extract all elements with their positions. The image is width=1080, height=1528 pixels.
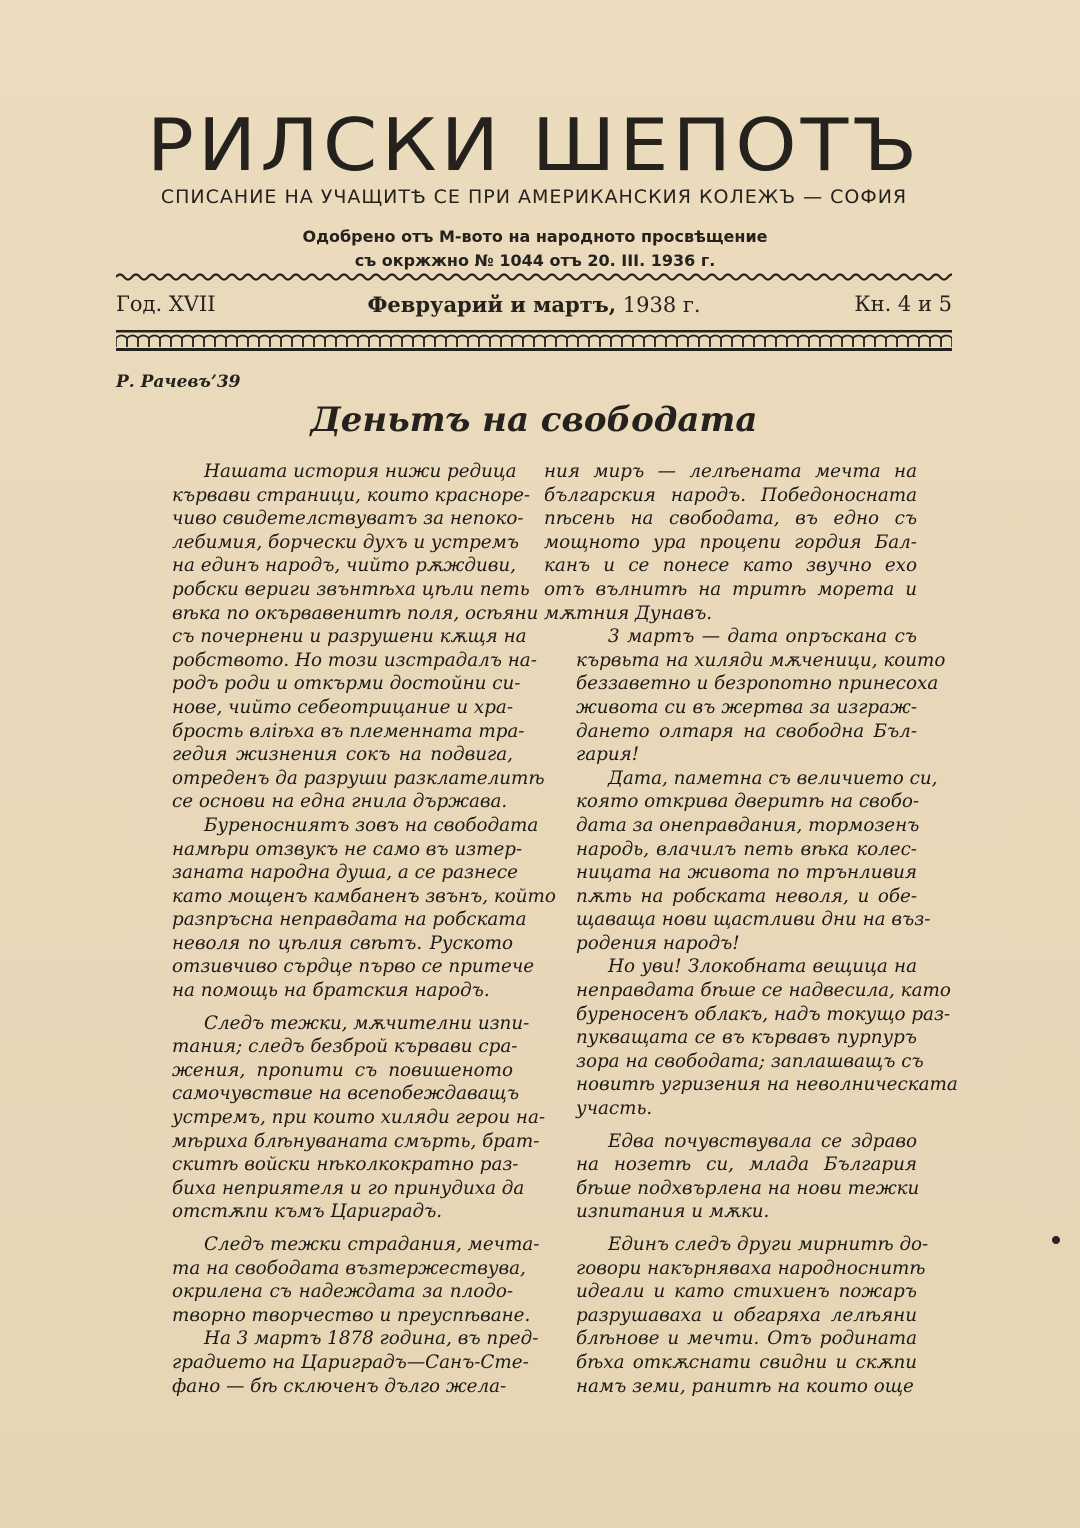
article-paragraph (140, 1233, 540, 1327)
text-line: отъ вълнитѣ на тритѣ морета и (544, 578, 917, 600)
text-line: отстѫпи къмъ Цариградъ. (172, 1201, 443, 1223)
frieze-arch (446, 336, 457, 348)
text-line: кървави страници, които красноре- (172, 484, 531, 506)
text-line: изпитания и мѫки. (576, 1201, 770, 1223)
text-line: намѣри отзвукъ не само въ изтер- (172, 838, 523, 860)
text-line: ницата на живота по трънливия (576, 862, 917, 884)
ink-dot-mark (1052, 1236, 1060, 1244)
text-line: мощното ура процепи гордия Бал- (544, 531, 917, 553)
text-line: се основи на една гнила държава. (172, 791, 508, 813)
text-line: робството. Но този изстрадалъ на- (172, 649, 537, 671)
frieze-arch (138, 336, 149, 348)
frieze-arch (677, 336, 688, 348)
frieze-arch (193, 336, 204, 348)
frieze-arch (314, 336, 325, 348)
text-line: биха неприятеля и го принудиха да (172, 1177, 525, 1199)
frieze-arch (435, 336, 446, 348)
frieze-arch (270, 336, 281, 348)
approval-notice (200, 225, 870, 273)
article-author: Р. Рачевъ’39 (116, 372, 241, 392)
text-line: Но уви! Злокобната вещица на (608, 956, 917, 978)
frieze-arch (292, 336, 303, 348)
text-line: Единъ следъ други мирнитѣ до- (608, 1234, 929, 1255)
text-line: жения, пропити съ повишеното (172, 1059, 513, 1081)
text-line: лебимия, борчески духъ и устремъ (172, 531, 519, 553)
masthead-title: РИЛСКИ ШЕПОТЪ (146, 104, 922, 188)
text-line: скитѣ войски нѣколкократно раз- (172, 1154, 519, 1176)
article-paragraph (544, 1233, 929, 1398)
frieze-arch (182, 336, 193, 348)
text-line: народь, влачилъ петь вѣка колес- (576, 838, 917, 860)
text-line: нове, чийто себеотрицание и хра- (172, 696, 513, 718)
text-line: идеали и като стихиенъ пожаръ (576, 1281, 917, 1303)
text-line: пукващата се въ кървавъ пурпуръ (576, 1027, 917, 1049)
article-paragraph (140, 1327, 539, 1398)
text-line: канъ и се понесе като звучно ехо (544, 555, 917, 577)
text-line: градието на Цариградъ—Санъ-Сте- (172, 1351, 529, 1373)
frieze-arch (886, 336, 897, 348)
frieze-arch (237, 336, 248, 348)
frieze-arch (149, 336, 160, 348)
frieze-arch (336, 336, 347, 348)
text-line: творно творчество и преуспѣване. (172, 1304, 531, 1326)
issue-date (116, 292, 952, 317)
text-line: новитѣ угризения на неволническата (576, 1074, 958, 1096)
frieze-arch (688, 336, 699, 348)
frieze-arch (611, 336, 622, 348)
text-line: фано — бѣ сключенъ дълго жела- (172, 1375, 507, 1397)
issue-book-number: Кн. 4 и 5 (854, 292, 952, 316)
frieze-arch (171, 336, 182, 348)
article-column-left (140, 460, 556, 1398)
frieze-arch (699, 336, 710, 348)
frieze-arch (754, 336, 765, 348)
frieze-arch (776, 336, 787, 348)
text-line: родъ роди и откърми достойни си- (172, 673, 521, 695)
frieze-arch (545, 336, 556, 348)
text-line: като мощенъ камбаненъ звънъ, който (172, 885, 556, 907)
text-line: Буреносниятъ зовъ на свободата (204, 814, 539, 836)
text-line: дането олтаря на свободна Бъл- (576, 720, 917, 742)
frieze-arch (303, 336, 314, 348)
frieze-arch (743, 336, 754, 348)
frieze-arch (864, 336, 875, 348)
text-line: отреденъ да разруши разклателитѣ (172, 767, 545, 789)
frieze-arch (479, 336, 490, 348)
text-line: заната народна душа, а се разнесе (172, 862, 518, 884)
frieze-arch (380, 336, 391, 348)
issue-date-months: Февруарий и мартъ, (367, 292, 617, 317)
frieze-arch (160, 336, 171, 348)
issue-info-row (116, 292, 952, 326)
frieze-arch (655, 336, 666, 348)
frieze-arch (622, 336, 633, 348)
article-paragraph (544, 625, 946, 767)
text-line: бѣха откѫснати свидни и скѫпи (576, 1351, 917, 1373)
frieze-arch (325, 336, 336, 348)
text-line: която открива дверитѣ на свобо- (576, 791, 920, 813)
frieze-arch (226, 336, 237, 348)
text-line: тания; следъ безброй кървави сра- (172, 1036, 518, 1058)
frieze-arch (831, 336, 842, 348)
text-line: мѫтния Дунавъ. (544, 602, 713, 624)
frieze-arch (644, 336, 655, 348)
text-line: окрилена съ надеждата за плодо- (172, 1281, 513, 1303)
frieze-arch (787, 336, 798, 348)
frieze-arch (556, 336, 567, 348)
text-line: гария! (576, 744, 640, 766)
issue-year: Год. XVII (116, 292, 216, 316)
text-line: щаваща нови щастливи дни на въз- (576, 909, 931, 931)
frieze-arch (534, 336, 545, 348)
frieze-arch (281, 336, 292, 348)
text-line: живота си въ жертва за изграж- (576, 696, 917, 718)
frieze-arch (391, 336, 402, 348)
frieze-arch (578, 336, 589, 348)
text-line: брость вліѣха въ племенната тра- (172, 720, 525, 742)
frieze-arch (941, 336, 952, 348)
frieze-arch (600, 336, 611, 348)
article-title: Деньтъ на свободата (310, 400, 758, 440)
frieze-arch (919, 336, 930, 348)
text-line: Нашата история нижи редица (204, 461, 517, 482)
text-line: бѣше подхвърлена на нови тежки (576, 1177, 920, 1199)
text-line: Дата, паметна съ величието си, (608, 767, 938, 789)
frieze-arch (116, 336, 127, 348)
text-line: мѣриха блѣнуваната смърть, брат- (172, 1130, 540, 1152)
article-paragraph (140, 460, 545, 814)
article-column-right (544, 460, 958, 1398)
frieze-arch (633, 336, 644, 348)
text-line: кървьта на хиляди мѫченици, които (576, 649, 946, 671)
text-line: та на свободата възтержествува, (172, 1257, 526, 1279)
frieze-arch (798, 336, 809, 348)
frieze-arch (732, 336, 743, 348)
frieze-arch (501, 336, 512, 348)
frieze-arch (127, 336, 138, 348)
article-paragraph (544, 767, 938, 956)
text-line: говори накърнявaxa народноснитѣ (576, 1257, 926, 1279)
frieze-arch (215, 336, 226, 348)
text-line: беззаветно и безропотно принесоха (576, 673, 939, 695)
frieze-arch (567, 336, 578, 348)
text-line: намъ земи, ранитѣ на които още (576, 1375, 914, 1397)
text-line: 3 мартъ — дата опръскана съ (608, 626, 917, 648)
frieze-arch (369, 336, 380, 348)
article-paragraph (140, 1012, 546, 1224)
text-line: неправдата бѣше се надвесила, като (576, 980, 951, 1002)
text-line: буреносенъ облакъ, надъ токущо раз- (576, 1003, 951, 1025)
text-line: неволя по цѣлия свѣтъ. Руското (172, 932, 513, 954)
frieze-arch (897, 336, 908, 348)
text-line: участь. (576, 1098, 653, 1120)
text-line: разрушаваха и обгаряха лелѣяни (576, 1304, 917, 1326)
text-line: българския народъ. Победоносната (544, 484, 917, 506)
frieze-arch (908, 336, 919, 348)
frieze-arch (402, 336, 413, 348)
frieze-arch (523, 336, 534, 348)
frieze-arch (413, 336, 424, 348)
text-line: Следъ тежки страдания, мечта- (204, 1234, 540, 1255)
text-line: ния миръ — лелѣената мечта на (544, 461, 917, 482)
frieze-arch (204, 336, 215, 348)
frieze-arch (842, 336, 853, 348)
frieze-arch (820, 336, 831, 348)
article-paragraph (544, 1130, 920, 1224)
frieze-arch (347, 336, 358, 348)
masthead-subtitle: СПИСАНИЕ НА УЧАЩИТѢ СЕ ПРИ АМЕРИКАНСКИЯ КОЛЕЖЪ — СОФИЯ (160, 186, 908, 208)
frieze-arch (589, 336, 600, 348)
text-line: пѣсень на свободата, въ едно съ (544, 508, 917, 530)
text-line: Следъ тежки, мѫчителни изпи- (204, 1012, 530, 1034)
frieze-arch (490, 336, 501, 348)
frieze-arch (512, 336, 523, 348)
frieze-arch (930, 336, 941, 348)
article-paragraph (544, 955, 958, 1120)
frieze-arch (468, 336, 479, 348)
text-line: съ почернени и разрушени кѫщя на (172, 626, 527, 648)
approval-line-1: Одобрено отъ М-вото на народното просвѣщение (302, 227, 768, 246)
text-line: зора на свободата; заплашващъ съ (576, 1050, 924, 1072)
text-line: родения народъ! (576, 932, 740, 954)
text-line: вѣка по окървавенитѣ поля, осѣяни (172, 602, 539, 624)
text-line: разпръсна неправдата на робската (172, 909, 527, 931)
article-paragraph (140, 814, 556, 1003)
text-line: На 3 мартъ 1878 година, въ пред- (204, 1328, 539, 1350)
frieze-arch (666, 336, 677, 348)
frieze-arch (721, 336, 732, 348)
frieze-arch (457, 336, 468, 348)
text-line: гедия жизнения сокъ на подвига, (172, 744, 513, 766)
text-line: самочувствие на всепобеждаващъ (172, 1083, 520, 1105)
frieze-arch (710, 336, 721, 348)
frieze-arch (259, 336, 270, 348)
frieze-arch (765, 336, 776, 348)
text-line: чиво свидетелствуватъ за непоко- (172, 508, 524, 530)
article-paragraph (544, 460, 917, 625)
text-line: пѫть на робската неволя, и обе- (576, 885, 917, 907)
text-line: робски вериги звънтѣха цѣли петь (172, 578, 530, 600)
text-line: на единъ народъ, чийто рѫждиви, (172, 555, 516, 577)
text-line: на нозетѣ си, млада България (576, 1154, 917, 1176)
text-line: Едва почувствувала се здраво (608, 1130, 917, 1152)
text-line: на помощь на братския народъ. (172, 980, 490, 1002)
text-line: дата за онеправдания, тормозенъ (576, 814, 920, 836)
frieze-arch (853, 336, 864, 348)
frieze-arch (424, 336, 435, 348)
frieze-arch (875, 336, 886, 348)
frieze-arch (358, 336, 369, 348)
approval-line-2: съ окржжно № 1044 отъ 20. III. 1936 г. (354, 251, 716, 270)
text-line: устремъ, при които хиляди герои на- (172, 1107, 546, 1129)
issue-date-year: 1938 г. (616, 293, 701, 317)
text-line: блѣнове и мечти. Отъ родината (576, 1328, 917, 1350)
frieze-arch (248, 336, 259, 348)
frieze-arch (809, 336, 820, 348)
ornamental-frieze-divider (116, 330, 952, 352)
text-line: отзивчиво сърдце първо се притече (172, 956, 535, 978)
wavy-rule-divider (116, 270, 952, 284)
